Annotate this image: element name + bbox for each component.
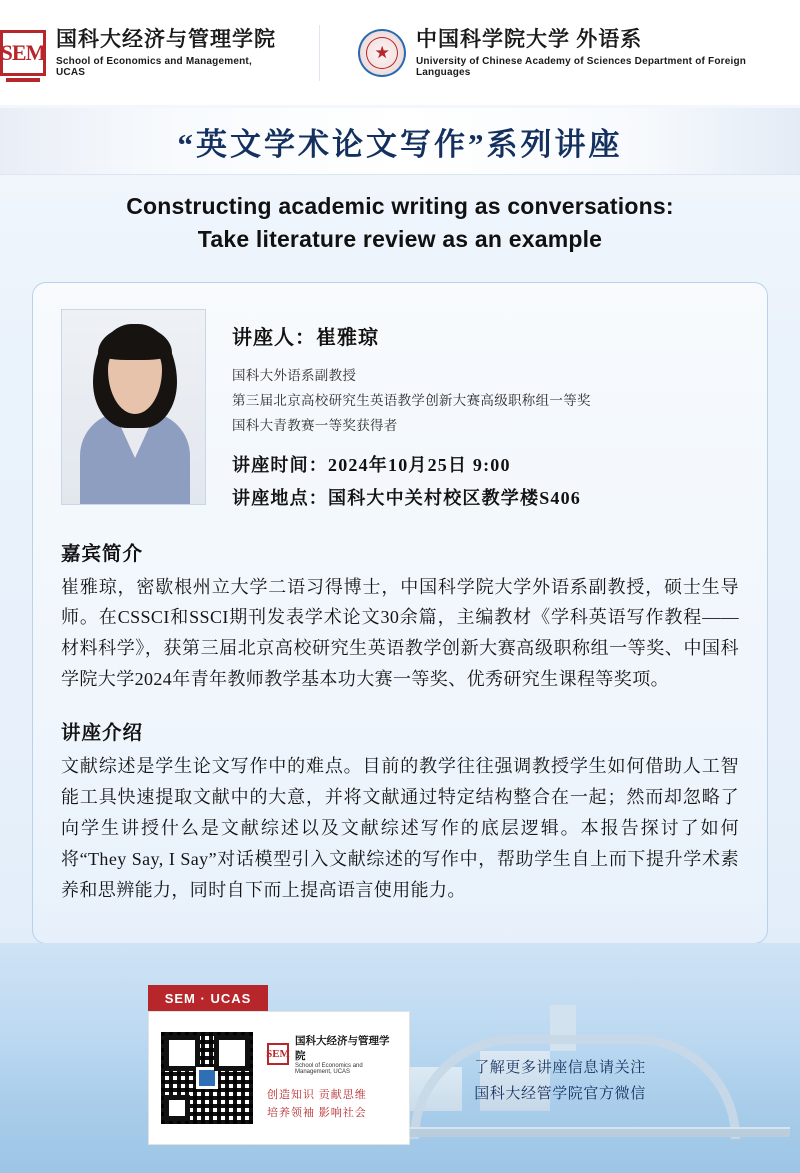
english-title-line1: Constructing academic writing as conversations: — [126, 193, 674, 219]
ucas-logo — [358, 27, 800, 77]
footer-note — [440, 1056, 680, 1107]
wechat-qr-card[interactable] — [148, 1011, 410, 1145]
credential-item: 国科大青教赛一等奖获得者 — [232, 417, 398, 433]
speaker-info — [232, 309, 591, 516]
footer-banner — [0, 943, 800, 1173]
qr-card-info — [267, 1033, 397, 1122]
sem-logo-icon: SEM — [0, 30, 46, 76]
header-logos — [0, 0, 800, 105]
lecture-time: 讲座时间：2024年10月25日 9:00 — [232, 454, 511, 475]
section-heading-bio: 嘉宾简介 — [61, 543, 144, 565]
english-title — [0, 190, 800, 257]
qr-org-logo — [267, 1033, 397, 1075]
logo-divider — [319, 25, 320, 81]
qr-slogan-line1: 创造知识 贡献思维 — [267, 1089, 367, 1102]
credential-item: 第三届北京高校研究生英语教学创新大赛高级职称组一等奖 — [232, 392, 591, 408]
ucas-emblem-icon — [358, 29, 406, 77]
footer-note-line2: 国科大经管学院官方微信 — [474, 1085, 646, 1102]
qr-code-icon[interactable] — [161, 1032, 253, 1124]
qr-slogan-line2: 培养领袖 影响社会 — [267, 1107, 367, 1119]
section-heading-abstract: 讲座介绍 — [61, 723, 144, 745]
speaker-portrait — [61, 309, 206, 505]
series-title-bar — [0, 108, 800, 174]
sem-logo — [0, 27, 281, 77]
sem-logo-icon-small: SEM — [267, 1043, 289, 1065]
speaker-row — [61, 309, 739, 516]
credential-item: 国科大外语系副教授 — [232, 368, 357, 383]
qr-card-tab: SEM · UCAS — [148, 985, 268, 1011]
speaker-credentials — [232, 364, 591, 439]
footer-note-line1: 了解更多讲座信息请关注 — [474, 1060, 646, 1076]
content-card — [32, 282, 768, 944]
qr-org-name-cn: 国科大经济与管理学院 — [295, 1036, 390, 1063]
section-body-abstract: 文献综述是学生论文写作中的难点。目前的教学往往强调教授学生如何借助人工智能工具快速提取文献中的大意，并将文献通过特定结构整合在一起；然而却忽略了向学生讲授什么是文献综述以及文献综述写作的底层逻辑。本报告探讨了如何将“They Say, I Say”对话模型引入文献综述的写作中，帮助学生自上而下提升学术素养和思辨能力，同时自下而上提高语言使用能力。 — [61, 756, 739, 901]
sem-name-cn: 国科大经济与管理学院 — [56, 27, 276, 52]
qr-org-name-en: School of Economics and Management, UCAS — [295, 1063, 363, 1076]
lecture-place: 讲座地点：国科大中关村校区教学楼S406 — [232, 488, 582, 509]
ucas-name-cn: 中国科学院大学 外语系 — [415, 27, 643, 52]
sem-name-en: School of Economics and Management, UCAS — [56, 55, 252, 78]
speaker-name: 讲座人：崔雅琼 — [232, 327, 379, 349]
english-title-line2: Take literature review as an example — [197, 226, 603, 253]
series-title: “英文学术论文写作”系列讲座 — [177, 126, 623, 162]
section-body-bio: 崔雅琼，密歇根州立大学二语习得博士，中国科学院大学外语系副教授，硕士生导师。在CSSCI和SSCI期刊发表学术论文30余篇，主编教材《学科英语写作教程——材料科学》，获第三届北京高校研究生英语教学创新大赛高级职称组一等奖、中国科学院大学2024年青年教师教学基本功大赛一等奖、优秀研究生课程等奖项。 — [61, 576, 739, 690]
qr-slogan — [267, 1087, 397, 1122]
ucas-name-en: University of Chinese Academy of Sciences Department of Foreign Languages — [415, 55, 747, 78]
